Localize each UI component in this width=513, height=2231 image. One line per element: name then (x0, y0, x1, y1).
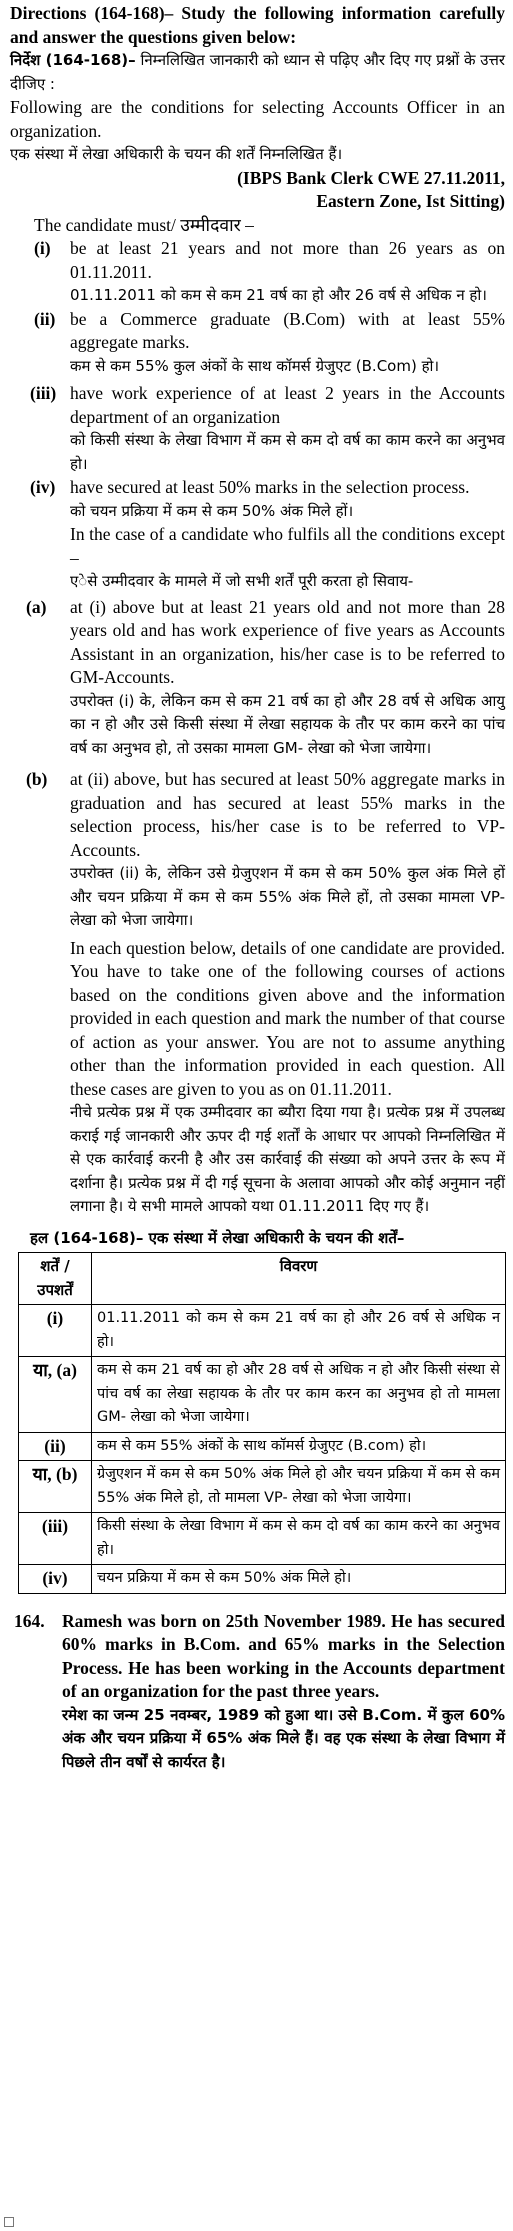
table-header-conditions: शर्तें /उपशर्तें (19, 1253, 92, 1305)
table-cell-condition: (iii) (19, 1513, 92, 1565)
exception-mark: (b) (26, 769, 48, 789)
instructions-english: In each question below, details of one candidate are provided. You have to take one of the following courses of actions based on the conditions given above and the information provided in each question and mark the number of that course of action as your answer. You are not to assume anything other than the information provided in each question. All these cases are given to you as on 01.11.2011. (70, 937, 505, 1099)
condition-mark: (iv) (30, 477, 56, 497)
page-corner-marker (4, 2217, 14, 2227)
table-header-description: विवरण (92, 1253, 506, 1305)
table-row (19, 1565, 506, 1594)
condition-mark: (iii) (30, 383, 57, 403)
table-cell-condition: (i) (19, 1305, 92, 1357)
table-row (19, 1432, 506, 1461)
except-text-en: In the case of a candidate who fulfils all the conditions except – (70, 524, 505, 568)
table-cell-condition: (ii) (19, 1432, 92, 1461)
condition-iii (10, 382, 505, 476)
solution-table (18, 1252, 506, 1594)
condition-text-hi: कम से कम 55% कुल अंकों के साथ कॉमर्स ग्रेजुएट (B.Com) हो। (70, 356, 440, 375)
solution-heading: हल (164-168)– एक संस्था में लेखा अधिकारी के चयन की शर्तें– (30, 1228, 405, 1247)
condition-mark: (ii) (34, 308, 56, 329)
condition-text-en: be a Commerce graduate (B.Com) with at least 55% aggregate marks. (70, 308, 505, 352)
exception-mark: (a) (26, 596, 47, 617)
except-text-hi: एेसे उम्मीदवार के मामले में जो सभी शर्तें पूरी करता हो सिवाय- (70, 572, 414, 590)
condition-text-hi: को चयन प्रक्रिया में कम से कम 50% अंक मिले हों। (70, 501, 354, 520)
table-cell-condition: या, (b) (19, 1461, 92, 1513)
table-cell-condition: या, (a) (19, 1357, 92, 1433)
directions-hindi: निर्देश (164-168)– निम्नलिखित जानकारी को ध्यान से पढ़िए और दिए गए प्रश्नों के उत्तर दीजिए : (10, 51, 505, 93)
table-cell-condition: (iv) (19, 1565, 92, 1594)
table-cell-description: 01.11.2011 को कम से कम 21 वर्ष का हो और 26 वर्ष से अधिक न हो। (92, 1305, 506, 1357)
question-text-en: Ramesh was born on 25th November 1989. He has secured 60% marks in B.Com. and 65% marks in the Selection Process. He has been working in the Accounts department of an organization for the past three years. (62, 1610, 505, 1701)
table-row (19, 1305, 506, 1357)
table-cell-description: ग्रेजुएशन में कम से कम 50% अंक मिले हो और चयन प्रक्रिया में कम से कम 55% अंक मिले हो, तो मामला VP- लेखा को भेजा जायेगा। (92, 1461, 506, 1513)
exception-text-en: at (i) above but at least 21 years old and not more than 28 years old and has work experience of five years as Accounts Assistant in an organization, his/her case is to be referred to GM-Accounts. (70, 596, 505, 687)
condition-text-hi: 01.11.2011 को कम से कम 21 वर्ष का हो और 26 वर्ष से अधिक न हो। (70, 286, 487, 304)
table-row (19, 1357, 506, 1433)
condition-text-hi: को किसी संस्था के लेखा विभाग में कम से कम दो वर्ष का काम करने का अनुभव हो। (70, 431, 505, 473)
instructions-hindi: नीचे प्रत्येक प्रश्न में एक उम्मीदवार का ब्यौरा दिया गया है। प्रत्येक प्रश्न में उपलब्ध कराई गई जानकारी और ऊपर दी गई शर्तों के आधार पर आपको निम्नलिखित में से एक कार्रवाई करनी है और उस कार्रवाई की संख्या को अपने उत्तर के रूप में दर्शाना है। प्रत्येक प्रश्न में दी गई सूचना के अलावा आपको और कोई अनुमान नहीं लगाना है। ये सभी मामले आपको यथा 01.11.2011 दिए गए हैं। (70, 1103, 505, 1215)
table-header-row (19, 1253, 506, 1305)
exception-text-en: at (ii) above, but has secured at least 50% aggregate marks in graduation and has secured at least 55% marks in the selection process, his/her case is to be referred to VP-Accounts. (70, 769, 505, 860)
condition-mark: (i) (34, 238, 51, 258)
source-line-1: (IBPS Bank Clerk CWE 27.11.2011, (237, 167, 505, 188)
intro-hindi: एक संस्था में लेखा अधिकारी के चयन की शर्तें निम्नलिखित हैं। (10, 145, 343, 163)
condition-text-en: have work experience of at least 2 years in the Accounts department of an organization (70, 383, 505, 427)
source-line-2: Eastern Zone, Ist Sitting) (316, 191, 505, 211)
table-cell-description: किसी संस्था के लेखा विभाग में कम से कम दो वर्ष का काम करने का अनुभव हो। (92, 1513, 506, 1565)
exception-b (10, 768, 505, 1219)
table-cell-description: कम से कम 55% अंकों के साथ कॉमर्स ग्रेजुएट (B.com) हो। (92, 1432, 506, 1461)
condition-ii (10, 308, 505, 379)
question-number: 164. (14, 1610, 45, 1631)
question-text-hi: रमेश का जन्म 25 नवम्बर, 1989 को हुआ था। उसे B.Com. में कुल 60% अंक और चयन प्रक्रिया में 65% अंक मिले हैं। वह एक संस्था के लेखा विभाग में पिछले तीन वर्षों से कार्यरत है। (62, 1705, 505, 1771)
table-cell-description: कम से कम 21 वर्ष का हो और 28 वर्ष से अधिक न हो और किसी संस्था से पांच वर्ष का लेखा सहायक के तौर पर काम करन का अनुभव हो तो मामला GM- लेखा को भेजा जायेगा। (92, 1357, 506, 1433)
exception-text-hi: उपरोक्त (ii) के, लेकिन उसे ग्रेजुएशन में कम से कम 50% कुल अंक मिले हों और चयन प्रक्रिया में कम से कम 55% अंक मिले हों, तो उसका मामला VP- लेखा को भेजा जायेगा। (70, 864, 505, 929)
exception-text-hi: उपरोक्त (i) के, लेकिन कम से कम 21 वर्ष का हो और 28 वर्ष से अधिक आयु का न हो और उसे किसी संस्था में लेखा सहायक के तौर पर काम करने का पांच वर्ष का अनुभव हो, तो उसका मामला GM- लेखा को भेजा जायेगा। (70, 691, 505, 757)
question-164 (10, 1610, 505, 1775)
table-row (19, 1461, 506, 1513)
condition-text-en: be at least 21 years and not more than 26 years as on 01.11.2011. (70, 238, 505, 282)
directions-english: Directions (164-168)– Study the following information carefully and answer the questions given below: (10, 3, 505, 47)
condition-text-en: have secured at least 50% marks in the selection process. (70, 477, 470, 497)
condition-iv (10, 476, 505, 594)
exception-a (10, 596, 505, 761)
candidate-must: The candidate must/ उम्मीदवार – (34, 214, 254, 235)
table-row (19, 1513, 506, 1565)
condition-i (10, 237, 505, 308)
table-cell-description: चयन प्रक्रिया में कम से कम 50% अंक मिले हो। (92, 1565, 506, 1594)
intro-english: Following are the conditions for selecting Accounts Officer in an organization. (10, 97, 505, 141)
